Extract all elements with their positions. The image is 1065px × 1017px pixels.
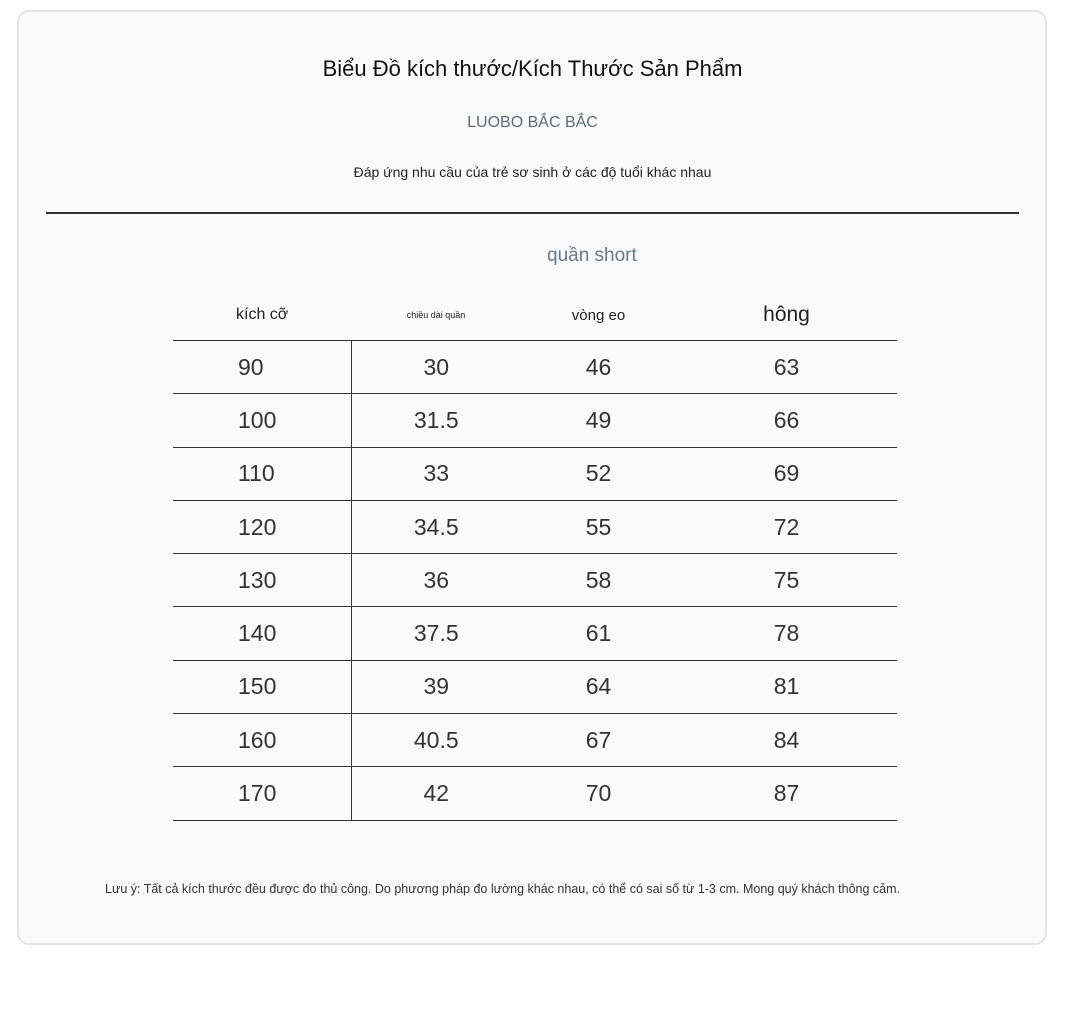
cell-size: 140 [173,607,351,660]
cell-waist: 49 [521,394,676,447]
cell-hip: 75 [676,554,897,607]
cell-length: 31.5 [351,394,521,447]
cell-hip: 66 [676,394,897,447]
table-row [173,554,897,607]
cell-size: 120 [173,500,351,553]
column-header-size: kích cỡ [236,306,289,323]
cell-hip: 78 [676,607,897,660]
cell-length: 40.5 [351,714,521,767]
cell-hip: 72 [676,500,897,553]
cell-length: 36 [351,554,521,607]
cell-size: 110 [173,447,351,500]
cell-size: 150 [173,660,351,713]
cell-hip: 69 [676,447,897,500]
cell-waist: 61 [521,607,676,660]
column-header-waist: vòng eo [571,306,626,324]
table-row [173,660,897,713]
cell-waist: 70 [521,767,676,820]
cell-hip: 84 [676,714,897,767]
table-row [173,500,897,553]
cell-length: 33 [351,447,521,500]
cell-length: 30 [351,341,521,394]
cell-length: 42 [351,767,521,820]
table-row [173,767,897,820]
cell-size: 170 [173,767,351,820]
table-row [173,714,897,767]
column-header-hip: hông [763,303,810,326]
size-table [173,290,897,821]
cell-waist: 58 [521,554,676,607]
table-row [173,341,897,394]
table-header-row [173,290,897,341]
cell-length: 34.5 [351,500,521,553]
table-row [173,394,897,447]
column-header-length: chiều dài quần [406,310,466,320]
cell-length: 37.5 [351,607,521,660]
table-row [173,447,897,500]
cell-waist: 52 [521,447,676,500]
cell-waist: 46 [521,341,676,394]
cell-size: 100 [173,394,351,447]
cell-hip: 87 [676,767,897,820]
section-title: quần short [547,245,637,266]
table-row [173,607,897,660]
cell-waist: 67 [521,714,676,767]
cell-waist: 64 [521,660,676,713]
divider [46,212,1019,214]
cell-size: 90 [173,341,351,394]
brand-name: LUOBO BẮC BẮC [467,114,598,131]
cell-length: 39 [351,660,521,713]
cell-waist: 55 [521,500,676,553]
page-title: Biểu Đồ kích thước/Kích Thước Sản Phẩm [322,56,743,81]
cell-size: 160 [173,714,351,767]
cell-size: 130 [173,554,351,607]
cell-hip: 81 [676,660,897,713]
cell-hip: 63 [676,341,897,394]
footnote: Lưu ý: Tất cả kích thước đều được đo thủ công. Do phương pháp đo lường khác nhau, có thể có sai số từ 1-3 cm. Mong quý khách thông cảm. [105,882,901,896]
tagline: Đáp ứng nhu cầu của trẻ sơ sinh ở các độ tuổi khác nhau [353,164,712,180]
